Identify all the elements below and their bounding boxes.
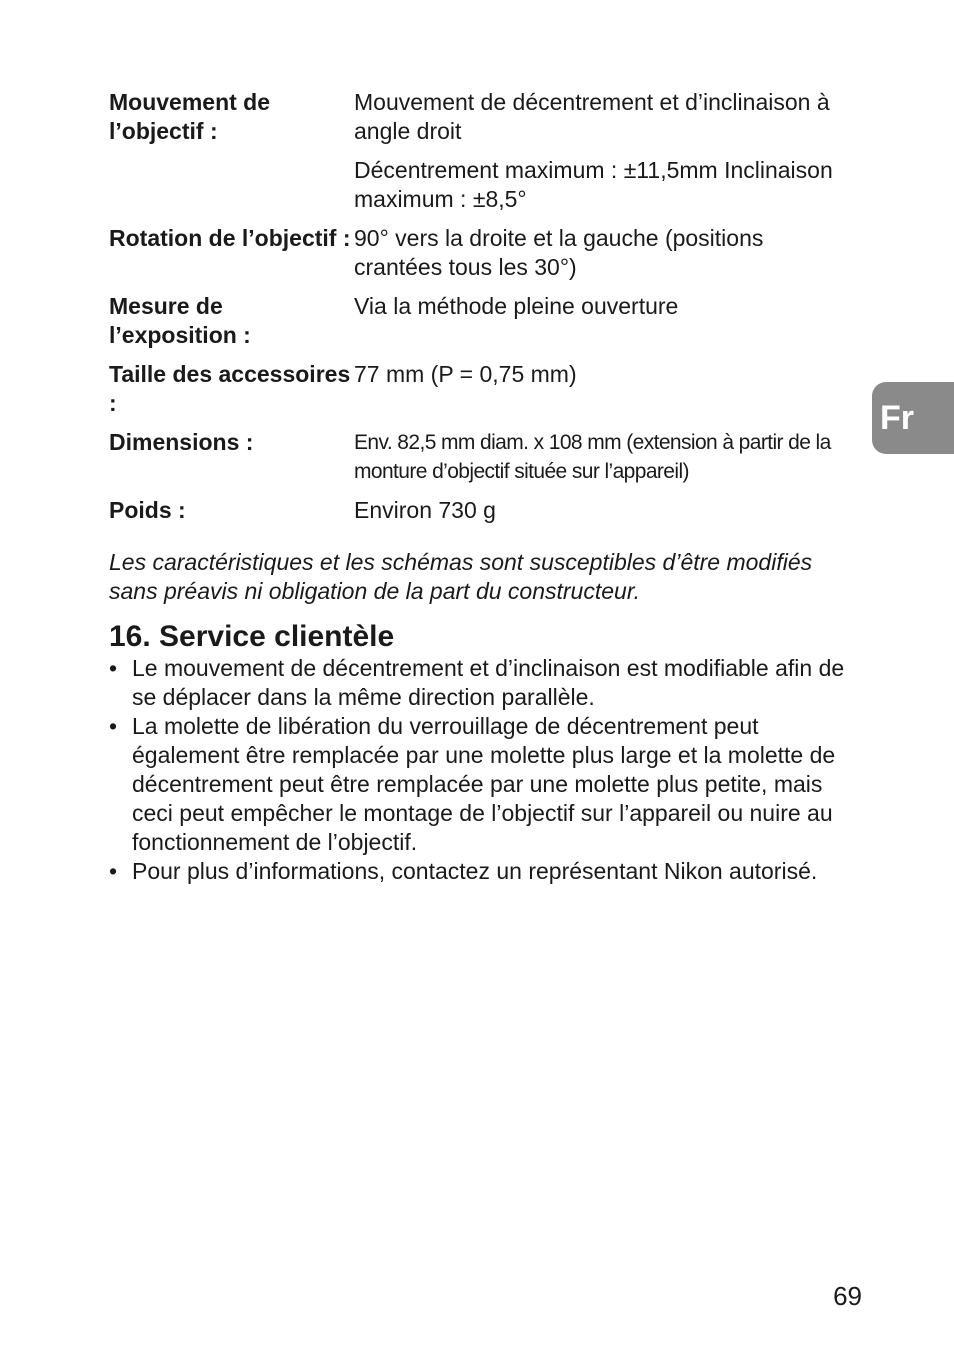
section-heading: 16. Service clientèle — [109, 620, 395, 653]
list-item — [109, 712, 854, 857]
spec-row-lens-rotation — [109, 224, 854, 282]
list-item-text: La molette de libération du verrouillage de décentrement peut également être remplacée par une molette plus large et la molette de décentrement peut être remplacée par une molette plus petite, mais ceci peut empêcher le montage de l’objectif sur l’appareil ou nuire au fonctionnement de l’objectif. — [132, 713, 836, 855]
spec-value — [354, 428, 854, 486]
specifications-table — [109, 88, 854, 535]
list-item-text: Pour plus d’informations, contactez un représentant Nikon autorisé. — [132, 858, 818, 884]
page-number: 69 — [833, 1281, 862, 1311]
bullet-icon: • — [109, 858, 118, 884]
spec-label: Dimensions : — [109, 429, 254, 455]
list-item — [109, 857, 854, 886]
spec-value — [354, 224, 854, 282]
spec-row-attachment-size — [109, 360, 854, 418]
spec-value-line: Décentrement maximum : ±11,5mm Inclinaison maximum : ±8,5° — [354, 157, 833, 212]
bullet-icon: • — [109, 655, 118, 681]
spec-value-line: Mouvement de décentrement et d’inclinaison à angle droit — [354, 89, 830, 144]
spec-row-weight — [109, 496, 854, 525]
list-item-text: Le mouvement de décentrement et d’inclinaison est modifiable afin de se déplacer dans la même direction parallèle. — [132, 655, 845, 710]
service-bullet-list — [109, 654, 854, 886]
spec-value — [354, 496, 854, 525]
spec-value-line: Env. 82,5 mm diam. x 108 mm (extension à partir de la monture d’objectif située sur l’appareil) — [354, 431, 831, 483]
spec-row-dimensions — [109, 428, 854, 486]
spec-value — [354, 360, 854, 418]
spec-row-lens-movement — [109, 88, 854, 214]
spec-value — [354, 292, 854, 350]
spec-label: Poids : — [109, 497, 186, 523]
spec-label: Rotation de l’objectif : — [109, 225, 351, 251]
disclaimer-note: Les caractéristiques et les schémas sont susceptibles d’être modifiés sans préavis ni obligation de la part du constructeur. — [109, 549, 813, 604]
spec-label: Mouvement de l’objectif : — [109, 89, 271, 144]
spec-value-line: Via la méthode pleine ouverture — [354, 293, 679, 319]
spec-row-exposure-metering — [109, 292, 854, 350]
spec-label: Taille des accessoires : — [109, 361, 351, 416]
spec-value-line: 90° vers la droite et la gauche (positions crantées tous les 30°) — [354, 225, 764, 280]
spec-value-line: 77 mm (P = 0,75 mm) — [354, 361, 577, 387]
list-item — [109, 654, 854, 712]
language-tab: Fr — [872, 382, 954, 454]
spec-value-line: Environ 730 g — [354, 497, 496, 523]
bullet-icon: • — [109, 713, 118, 739]
spec-label: Mesure de l’exposition : — [109, 293, 251, 348]
spec-value — [354, 88, 854, 214]
